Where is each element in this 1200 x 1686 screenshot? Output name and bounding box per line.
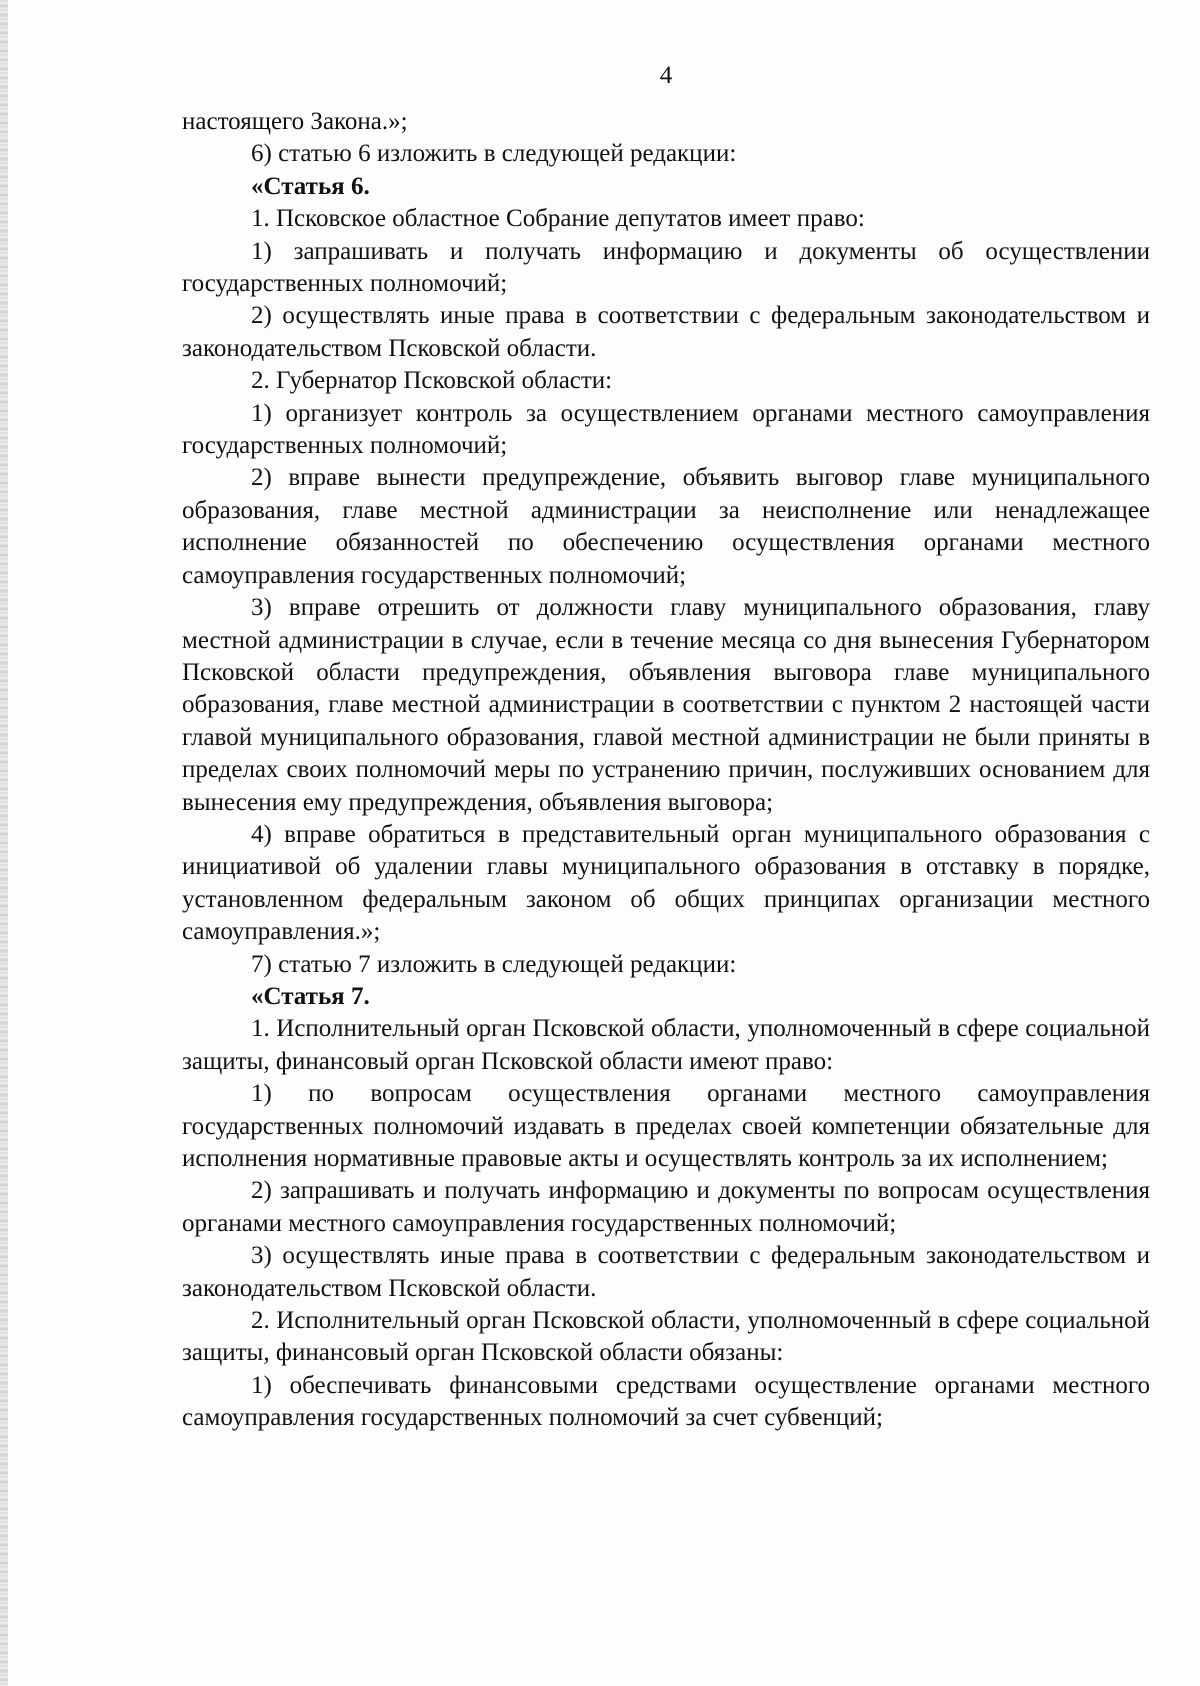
paragraph: 1. Исполнительный орган Псковской области, уполномоченный в сфере социальной защиты, финансовый орган Псковской области имеют право: xyxy=(182,1015,1150,1075)
document-body xyxy=(182,106,1150,1435)
paragraph: 1) организует контроль за осуществлением органами местного самоуправления государственных полномочий; xyxy=(182,399,1150,460)
paragraph: 1) запрашивать и получать информацию и документы об осуществлении государственных полномочий; xyxy=(182,237,1150,298)
article-6-heading: «Статья 6. xyxy=(251,172,370,200)
paragraph: 3) вправе отрешить от должности главу муниципального образования, главу местной администрации в случае, если в течение месяца со дня вынесения Губернатором Псковской области предупреждения, объявления выговора главе муниципального образования, главе местной администрации в соответствии с пунктом 2 настоящей части главой муниципального образования, главой местной администрации не были приняты в пределах своих полномочий меры по устранению причин, послуживших основанием для вынесения ему предупреждения, объявления выговора; xyxy=(182,594,1150,816)
paragraph: 2) запрашивать и получать информацию и документы по вопросам осуществления органами местного самоуправления государственных полномочий; xyxy=(182,1177,1150,1237)
paragraph: 1) по вопросам осуществления органами местного самоуправления государственных полномочий издавать в пределах своей компетенции обязательные для исполнения нормативные правовые акты и осуществлять контроль за их исполнением; xyxy=(182,1080,1150,1172)
paragraph: 1. Псковское областное Собрание депутатов имеет право: xyxy=(251,205,865,233)
paragraph-amendment-7: 7) статью 7 изложить в следующей редакции: xyxy=(251,950,737,978)
article-7-heading: «Статья 7. xyxy=(251,982,370,1010)
paragraph-amendment-6: 6) статью 6 изложить в следующей редакции: xyxy=(251,140,737,168)
scan-edge-decoration xyxy=(0,0,8,1686)
paragraph-continuation: настоящего Закона.»; xyxy=(182,108,408,135)
paragraph: 4) вправе обратиться в представительный орган муниципального образования с инициативой об удалении главы муниципального образования в отставку в порядке, установленном федеральным законом об общих принципах организации местного самоуправления.»; xyxy=(182,820,1150,946)
paragraph: 1) обеспечивать финансовыми средствами осуществление органами местного самоуправления государственных полномочий за счет субвенций; xyxy=(182,1371,1150,1432)
paragraph: 2) осуществлять иные права в соответствии с федеральным законодательством и законодательством Псковской области. xyxy=(182,302,1150,362)
paragraph: 2. Губернатор Псковской области: xyxy=(251,367,613,395)
paragraph: 2) вправе вынести предупреждение, объявить выговор главе муниципального образования, главе местной администрации за неисполнение или ненадлежащее исполнение обязанностей по обеспечению осуществления органами местного самоуправления государственных полномочий; xyxy=(182,464,1150,589)
paragraph: 2. Исполнительный орган Псковской области, уполномоченный в сфере социальной защиты, финансовый орган Псковской области обязаны: xyxy=(182,1307,1150,1367)
paragraph: 3) осуществлять иные права в соответствии с федеральным законодательством и законодательством Псковской области. xyxy=(182,1242,1150,1302)
page-number: 4 xyxy=(659,62,673,89)
